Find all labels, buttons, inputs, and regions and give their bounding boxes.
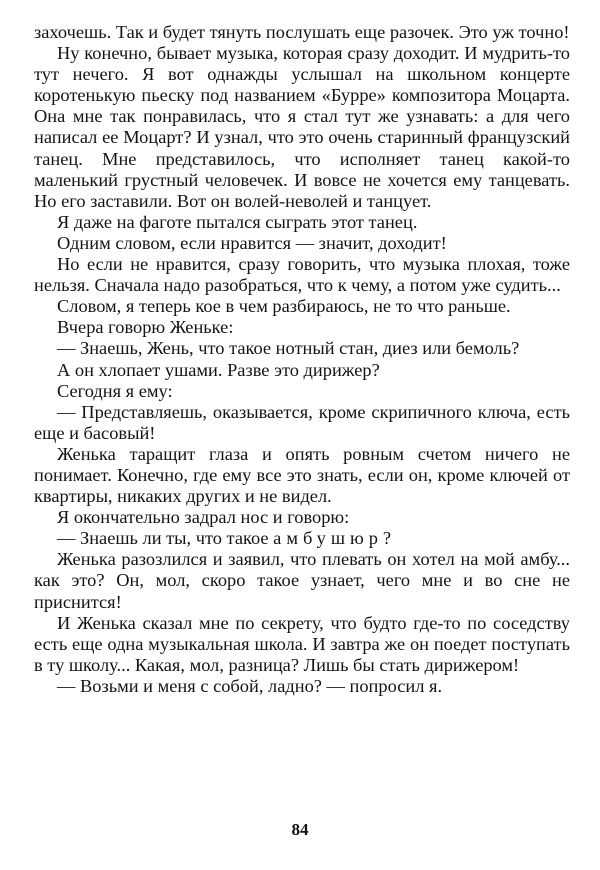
paragraph-text: — Знаешь ли ты, что такое [57,528,274,549]
paragraph: — Представляешь, оказывается, кроме скрипичного ключа, есть еще и басовый! [34,401,570,443]
paragraph: Но если не нравится, сразу говорить, что музыка плохая, тоже нельзя. Сначала надо разобраться, что к чему, а потом уже судить... [34,254,570,296]
paragraph: Одним словом, если нравится — значит, доходит! [57,232,447,253]
spaced-word: амбушюр [273,528,383,549]
page-number: 84 [291,820,309,839]
paragraph: Женька таращит глаза и опять ровным счетом ничего не понимает. Конечно, где ему все это знать, если он, кроме ключей от квартиры, никаких других и не видел. [34,443,570,507]
book-page-text [34,22,570,697]
paragraph: Словом, я теперь кое в чем разбираюсь, не то что раньше. [57,296,511,317]
paragraph: — Возьми и меня с собой, ладно? — попросил я. [57,675,443,696]
paragraph: захочешь. Так и будет тянуть послушать еще разочек. Это уж точно! [34,22,570,42]
paragraph: — Знаешь, Жень, что такое нотный стан, диез или бемоль? [57,338,520,359]
paragraph-text: ? [382,528,392,549]
paragraph: Я окончательно задрал нос и говорю: [57,507,350,528]
paragraph [34,528,570,549]
paragraph: Женька разозлился и заявил, что плевать он хотел на мой амбу... как это? Он, мол, скоро такое узнает, чего мне и во сне не приснится! [34,549,570,612]
paragraph: А он хлопает ушами. Разве это дирижер? [57,359,380,380]
paragraph: И Женька сказал мне по секрету, что будто где-то по соседству есть еще одна музыкальная школа. И завтра же он поедет поступать в ту школу... Какая, мол, разница? Лишь бы стать дирижером! [34,612,570,675]
paragraph: Ну конечно, бывает музыка, которая сразу доходит. И мудрить-то тут нечего. Я вот однажды услышал на школьном концерте коротенькую пьеску под названием «Бурре» композитора Моцарта. Она мне так понравилась, что я стал тут же узнавать: а для чего написал ее Моцарт? И узнал, что это очень старинный французский танец. Мне представилось, что исполняет танец какой-то маленький грустный человечек. И вовсе не хочется ему танцевать. Но его заставили. Вот он волей-неволей и танцует. [34,43,570,211]
paragraph: Я даже на фаготе пытался сыграть этот танец. [57,211,418,232]
paragraph: Вчера говорю Женьке: [57,317,234,338]
paragraph: Сегодня я ему: [57,380,173,401]
